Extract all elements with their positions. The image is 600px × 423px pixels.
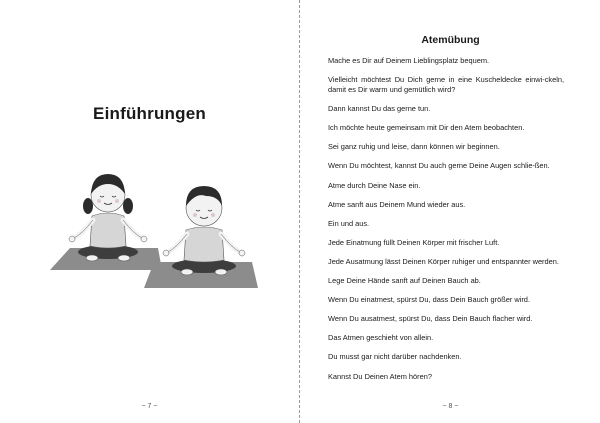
paragraph: Vielleicht möchtest Du Dich gerne in eine Kuscheldecke einwi-ckeln, damit es Dir warm und gemütlich wird?: [328, 75, 564, 95]
paragraph: Wenn Du einatmest, spürst Du, dass Dein Bauch größer wird.: [328, 295, 530, 305]
paragraph: Lege Deine Hände sanft auf Deinen Bauch ab.: [328, 276, 481, 286]
exercise-text: [328, 56, 564, 391]
page-number-right: ~ 8 ~: [442, 403, 459, 410]
paragraph: Jede Ausatmung lässt Deinen Körper ruhiger und entspannter werden.: [328, 256, 559, 266]
right-page: [301, 0, 600, 423]
boy-figure: [163, 186, 245, 275]
paragraph: Wenn Du ausatmest, spürst Du, dass Dein Bauch flacher wird.: [328, 314, 533, 324]
paragraph: Atme durch Deine Nase ein.: [328, 180, 421, 190]
paragraph: Sei ganz ruhig und leise, dann können wir beginnen.: [328, 142, 500, 152]
paragraph: Dann kannst Du das gerne tun.: [328, 104, 431, 114]
page-number-left: ~ 7 ~: [141, 403, 158, 410]
chapter-title: Einführungen: [93, 104, 206, 123]
paragraph: Ein und aus.: [328, 218, 370, 228]
paragraph: Jede Einatmung füllt Deinen Körper mit frischer Luft.: [328, 237, 500, 247]
section-title: Atemübung: [421, 34, 480, 46]
left-page: [0, 0, 299, 423]
paragraph: Ich möchte heute gemeinsam mit Dir den Atem beobachten.: [328, 123, 525, 133]
meditating-children-illustration: [46, 150, 262, 292]
paragraph: Mache es Dir auf Deinem Lieblingsplatz bequem.: [328, 56, 490, 65]
paragraph: Du musst gar nicht darüber nachdenken.: [328, 352, 462, 362]
paragraph: Wenn Du möchtest, kannst Du auch gerne Deine Augen schlie-ßen.: [328, 161, 550, 171]
paragraph: Das Atmen geschieht von allein.: [328, 333, 434, 343]
paragraph: Kannst Du Deinen Atem hören?: [328, 371, 432, 381]
page-gutter-divider: [299, 0, 300, 423]
girl-figure: [69, 174, 147, 261]
paragraph: Atme sanft aus Deinem Mund wieder aus.: [328, 199, 466, 209]
